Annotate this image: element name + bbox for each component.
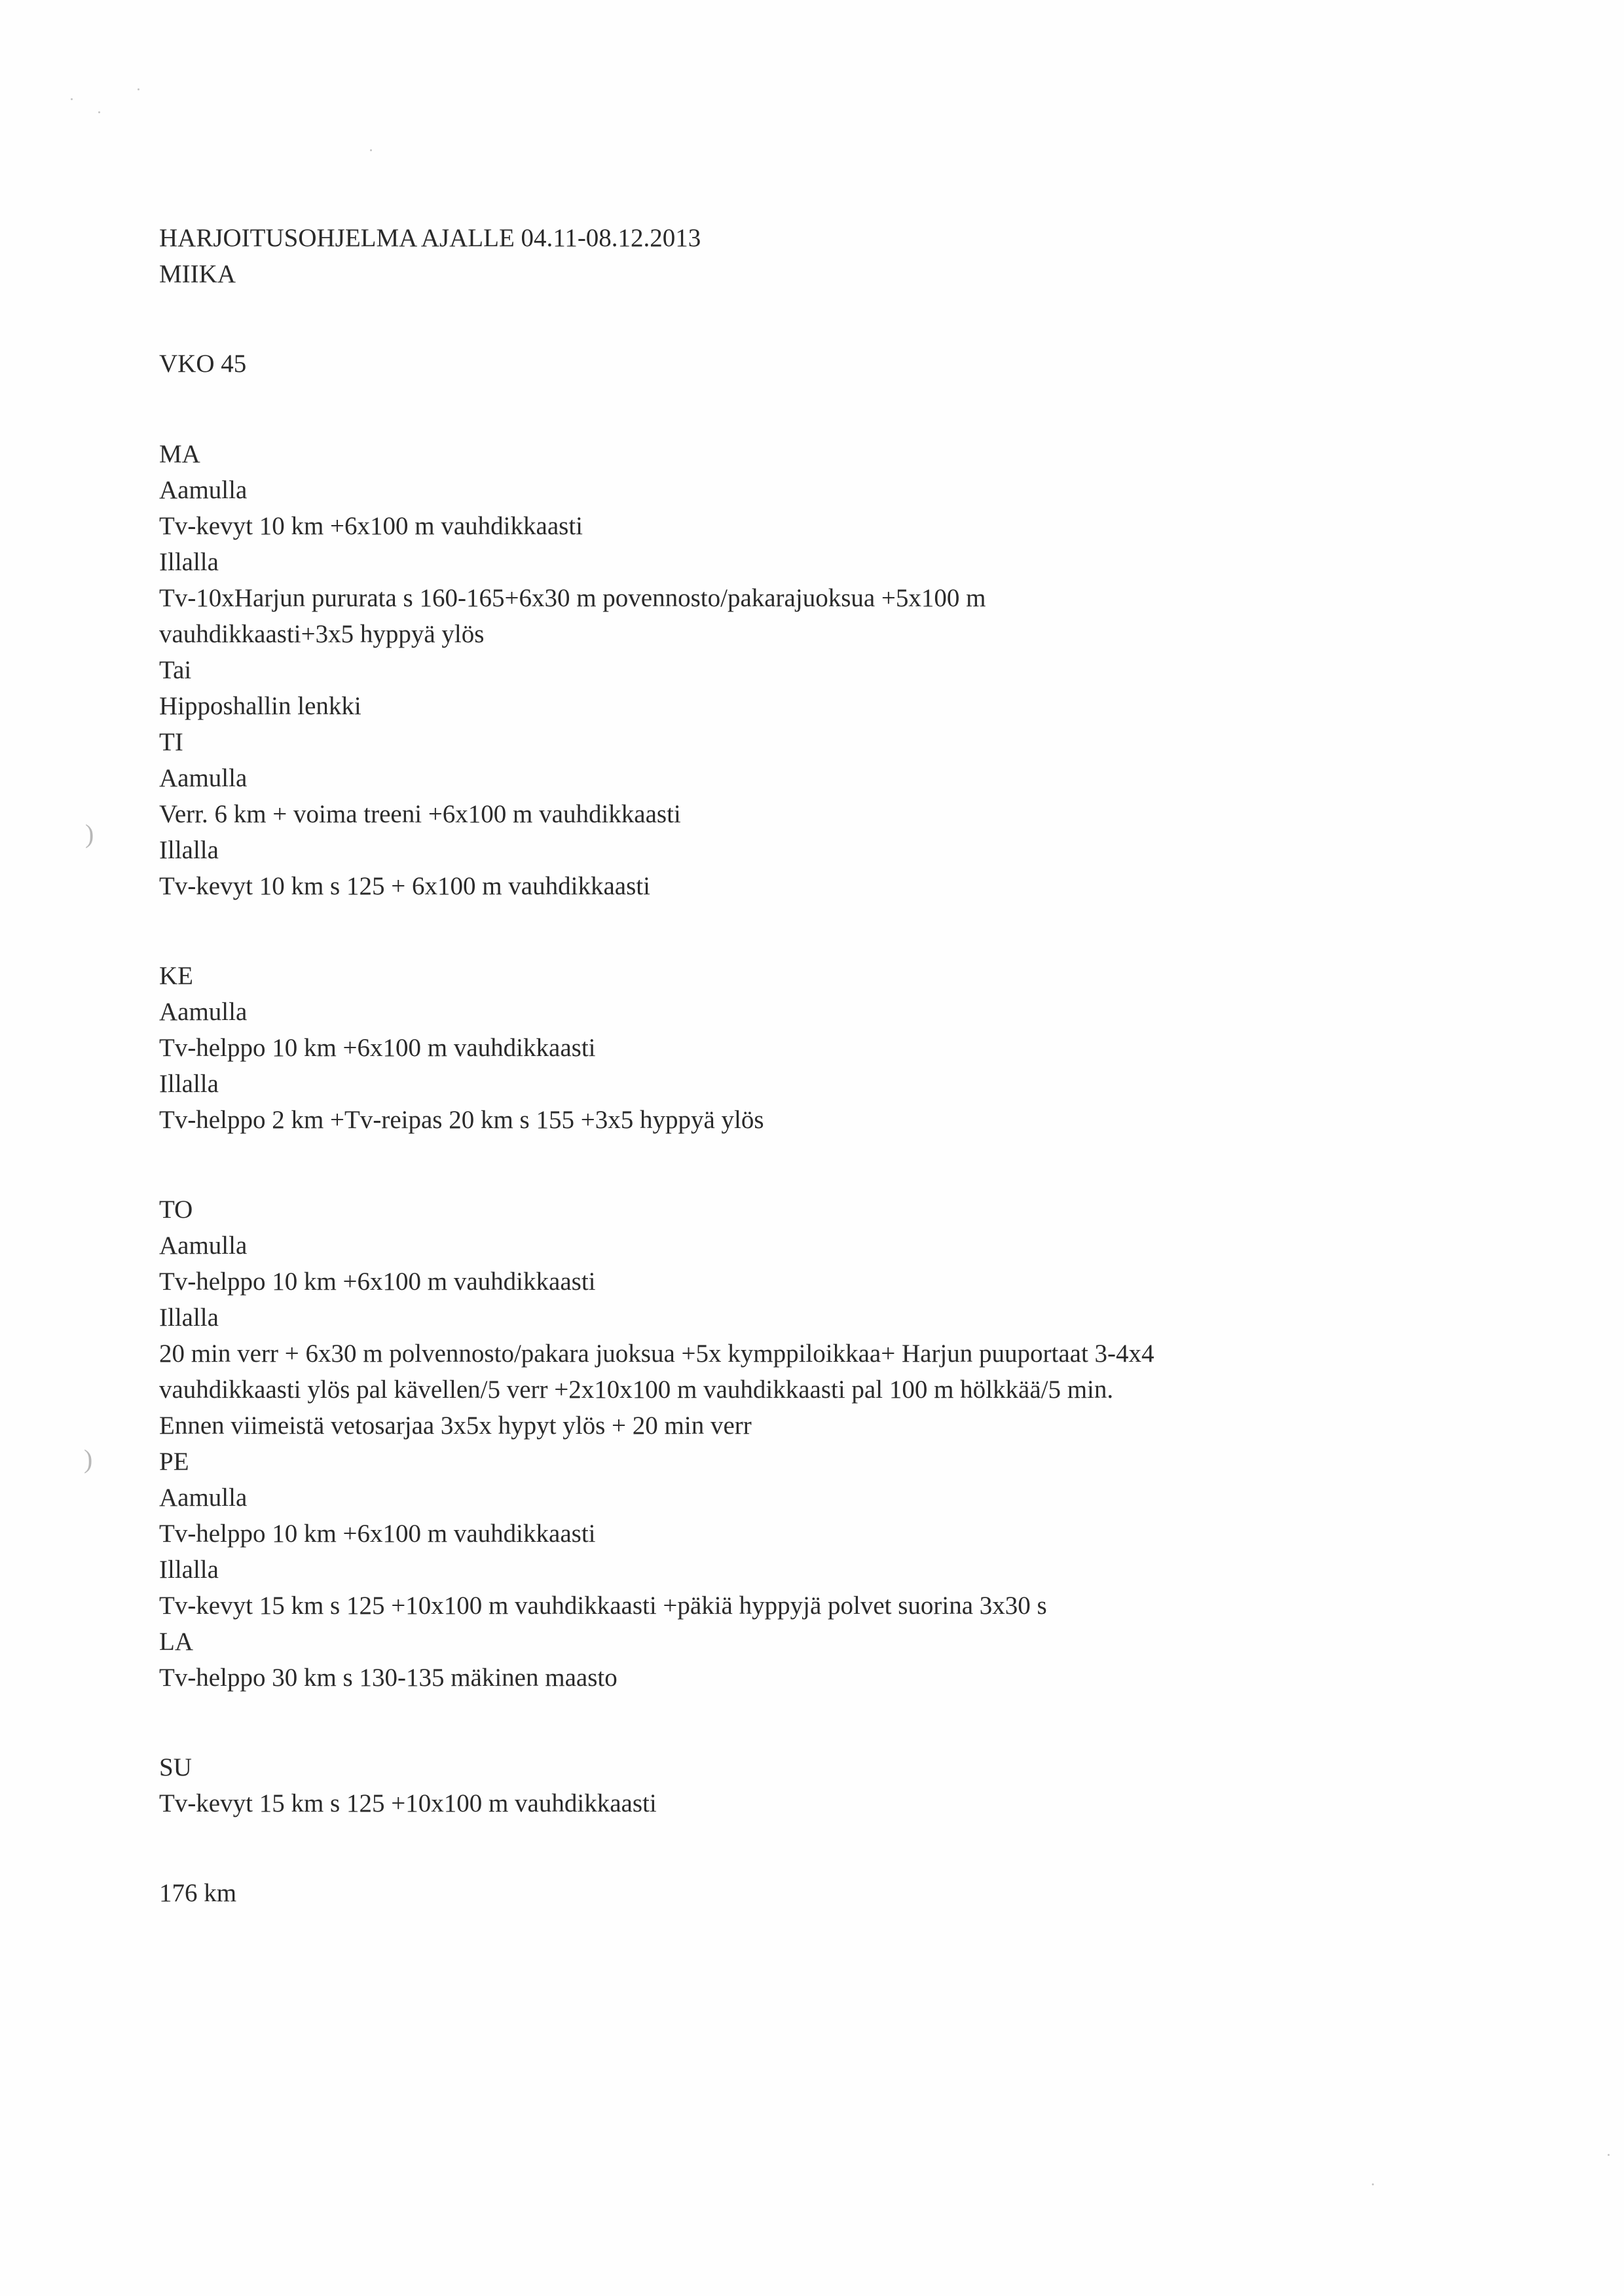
session-text: Tv-kevyt 15 km s 125 +10x100 m vauhdikkaasti +päkiä hyppyjä polvet suorina 3x30 s	[159, 1592, 1047, 1620]
weekly-total: 176 km	[159, 1879, 237, 1907]
day-heading-la: LA	[159, 1628, 193, 1656]
document-title: HARJOITUSOHJELMA AJALLE 04.11-08.12.2013	[159, 224, 701, 252]
session-text: Tv-helppo 10 km +6x100 m vauhdikkaasti	[159, 1267, 596, 1296]
day-heading-su: SU	[159, 1753, 192, 1781]
session-label-morning: Aamulla	[159, 1231, 248, 1260]
day-heading-ti: TI	[159, 728, 183, 756]
scan-mark-left-1: )	[85, 819, 94, 848]
scan-speck	[71, 98, 73, 100]
scan-speck	[1372, 2183, 1374, 2185]
day-heading-ma: MA	[159, 440, 200, 468]
session-text: Tv-helppo 10 km +6x100 m vauhdikkaasti	[159, 1034, 596, 1062]
session-label-evening: Illalla	[159, 548, 219, 576]
session-text: Tv-kevyt 10 km s 125 + 6x100 m vauhdikkaasti	[159, 872, 650, 900]
session-label-evening: Illalla	[159, 1303, 219, 1332]
day-heading-ke: KE	[159, 962, 193, 990]
scan-mark-left-2: )	[84, 1444, 93, 1474]
week-heading: VKO 45	[159, 350, 247, 378]
session-label-evening: Illalla	[159, 1070, 219, 1098]
session-label-morning: Aamulla	[159, 1484, 248, 1512]
session-text: Tv-helppo 30 km s 130-135 mäkinen maasto	[159, 1664, 618, 1692]
session-text: Tv-helppo 2 km +Tv-reipas 20 km s 155 +3x5 hyppyä ylös	[159, 1106, 764, 1134]
session-text: Ennen viimeistä vetosarjaa 3x5x hypyt ylös + 20 min verr	[159, 1412, 752, 1440]
scan-speck	[1608, 2154, 1610, 2156]
session-or-label: Tai	[159, 656, 192, 684]
scan-speck	[370, 149, 372, 151]
session-text: Tv-kevyt 15 km s 125 +10x100 m vauhdikkaasti	[159, 1789, 657, 1817]
session-text: Tv-10xHarjun pururata s 160-165+6x30 m povennosto/pakarajuoksua +5x100 m	[159, 584, 986, 612]
session-text: Verr. 6 km + voima treeni +6x100 m vauhdikkaasti	[159, 800, 681, 828]
session-label-evening: Illalla	[159, 1556, 219, 1584]
session-label-morning: Aamulla	[159, 476, 248, 504]
day-heading-pe: PE	[159, 1448, 189, 1476]
session-text: Tv-helppo 10 km +6x100 m vauhdikkaasti	[159, 1520, 596, 1548]
session-text: vauhdikkaasti+3x5 hyppyä ylös	[159, 620, 485, 648]
session-text: Tv-kevyt 10 km +6x100 m vauhdikkaasti	[159, 512, 583, 540]
session-text: 20 min verr + 6x30 m polvennosto/pakara juoksua +5x kymppiloikkaa+ Harjun puuportaat 3-4x4	[159, 1339, 1154, 1368]
athlete-name: MIIKA	[159, 260, 236, 288]
scan-speck	[138, 88, 139, 90]
day-heading-to: TO	[159, 1195, 193, 1224]
session-text: Hipposhallin lenkki	[159, 692, 361, 720]
scan-speck	[98, 111, 100, 113]
session-text: vauhdikkaasti ylös pal kävellen/5 verr +2x10x100 m vauhdikkaasti pal 100 m hölkkää/5 min.	[159, 1376, 1114, 1404]
session-label-morning: Aamulla	[159, 998, 248, 1026]
session-label-evening: Illalla	[159, 836, 219, 864]
session-label-morning: Aamulla	[159, 764, 248, 792]
